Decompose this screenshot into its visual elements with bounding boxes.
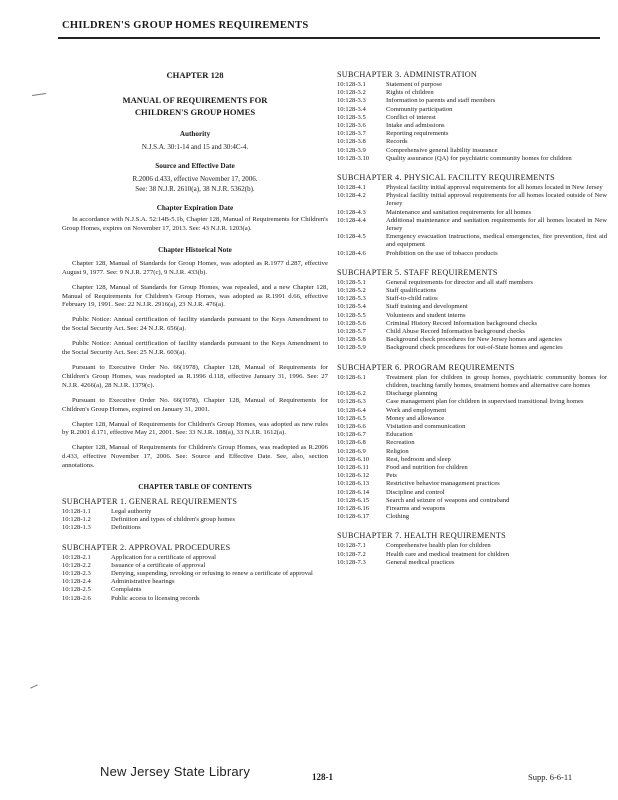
toc-entry [337, 122, 607, 130]
section-title: Search and seizure of weapons and contraband [386, 496, 510, 504]
running-header-title: CHILDREN'S GROUP HOMES REQUIREMENTS [62, 20, 309, 31]
toc-entry [337, 138, 607, 146]
section-title: General medical practices [386, 558, 455, 566]
toc-entry [62, 508, 328, 516]
subchapter-3-title: SUBCHAPTER 3. ADMINISTRATION [337, 70, 478, 79]
toc-entry [337, 513, 607, 521]
source-line-1: R.2006 d.433, effective November 17, 2006. [132, 175, 258, 183]
section-title: Conflict of interest [386, 113, 436, 121]
toc-entry [337, 89, 607, 97]
section-number: 10:128-1.1 [62, 508, 91, 516]
toc-entry [62, 578, 328, 586]
section-number: 10:128-2.1 [62, 553, 91, 561]
section-title: Community participation [386, 105, 453, 113]
history-paragraph: Pursuant to Executive Order No. 66(1978), Chapter 128, Manual of Requirements for Children's Group Homes, was readopted as R.1996 d.118, effective January 31, 1996. See: 27 N.J.R. 4266(a), 28 N.J.R. 1379(c). [62, 363, 328, 389]
section-title: Recreation [386, 439, 415, 447]
section-title: Volunteers and student interns [386, 311, 466, 319]
section-number: 10:128-6.16 [337, 504, 370, 512]
toc-entry [337, 287, 607, 295]
section-title: Legal authority [111, 508, 152, 516]
toc-entry [337, 217, 607, 233]
history-paragraph: Chapter 128, Manual of Standards for Group Homes, was repealed, and a new Chapter 128, Manual of Requirements for Children's Group Homes, was adopted as R.1991 d.66, effective February 19, 1991. See: 22 N.J.R. 2916(a), 23 N.J.R. 476(a). [62, 283, 328, 309]
section-title: Information to parents and staff members [386, 97, 496, 105]
section-title: Health care and medical treatment for children [386, 550, 510, 558]
section-number: 10:128-6.15 [337, 496, 370, 504]
history-paragraph: Pursuant to Executive Order No. 66(1978), Chapter 128, Manual of Requirements for Children's Group Homes, expired on January 31, 2001. [62, 396, 328, 413]
toc-entry [337, 209, 607, 217]
section-title: Criminal History Record Information background checks [386, 319, 538, 327]
toc-entry [337, 130, 607, 138]
toc-entry [337, 106, 607, 114]
toc-entry [337, 398, 607, 406]
subchapter-6-title: SUBCHAPTER 6. PROGRAM REQUIREMENTS [337, 362, 515, 372]
chapter-title: CHAPTER 128 [166, 70, 224, 80]
toc-list [337, 279, 607, 353]
section-title: Statement of purpose [386, 81, 443, 88]
section-number: 10:128-6.10 [337, 455, 370, 463]
subchapter-4-title: SUBCHAPTER 4. PHYSICAL FACILITY REQUIREMENTS [337, 173, 555, 183]
subchapter-1-title: SUBCHAPTER 1. GENERAL REQUIREMENTS [62, 497, 238, 507]
section-title: Visitation and communication [386, 422, 466, 430]
toc-entry [337, 295, 607, 303]
section-title: Comprehensive general liability insurance [386, 146, 498, 154]
section-title: Prohibition on the use of tobacco products [386, 249, 498, 257]
section-number: 10:128-2.6 [62, 594, 91, 602]
section-title: Reporting requirements [386, 130, 449, 138]
toc-heading: CHAPTER TABLE OF CONTENTS [138, 483, 252, 492]
subchapter-7-title: SUBCHAPTER 7. HEALTH REQUIREMENTS [337, 531, 506, 541]
section-number: 10:128-4.1 [337, 184, 366, 192]
toc-entry [62, 570, 328, 578]
toc-entry [337, 250, 607, 258]
toc-entry [337, 192, 607, 208]
section-title: Additional maintenance and sanitation requirements for all homes located in New Jersey [386, 216, 607, 233]
section-number: 10:128-6.5 [337, 414, 366, 422]
section-number: 10:128-1.3 [62, 524, 91, 532]
section-number: 10:128-7.1 [337, 542, 366, 550]
section-title: Restrictive behavior management practices [386, 480, 500, 488]
section-number: 10:128-5.1 [337, 278, 366, 286]
toc-entry [337, 431, 607, 439]
manual-title [62, 94, 328, 118]
section-number: 10:128-3.8 [337, 138, 366, 146]
section-title: Discharge planning [386, 390, 438, 398]
history-heading: Chapter Historical Note [158, 245, 232, 254]
section-title: Application for a certificate of approval [111, 553, 216, 561]
section-title: Public access to licensing records [111, 594, 200, 602]
toc-entry [62, 516, 328, 524]
toc-entry [337, 97, 607, 105]
section-title: Pets [386, 472, 397, 480]
source-heading: Source and Effective Date [155, 162, 235, 170]
section-number: 10:128-6.17 [337, 513, 370, 521]
supplement-date: Supp. 6-6-11 [528, 772, 573, 782]
source-text [62, 174, 328, 194]
source-line-2: See: 38 N.J.R. 2610(a), 38 N.J.R. 5362(b). [135, 185, 255, 193]
section-number: 10:128-5.3 [337, 295, 366, 303]
section-title: Rest, bedroom and sleep [386, 455, 451, 463]
section-title: Background check procedures for New Jersey homes and agencies [386, 336, 562, 344]
section-title: Physical facility initial approval requirements for all homes located outside of New Jersey [386, 192, 607, 208]
section-title: Case management plan for children in supervised transitional living homes [386, 398, 584, 406]
section-number: 10:128-7.2 [337, 550, 366, 558]
section-number: 10:128-6.2 [337, 390, 366, 398]
section-title: Education [386, 431, 413, 439]
section-number: 10:128-5.7 [337, 328, 366, 336]
section-number: 10:128-4.5 [337, 233, 366, 241]
toc-entry [337, 423, 607, 431]
section-title: Maintenance and sanitation requirements for all homes [386, 208, 532, 216]
margin-mark [30, 684, 38, 688]
history-paragraph: Public Notice: Annual certification of facility standards pursuant to the Keys Amendment to the Social Security Act. See: 24 N.J.R. 656(a). [62, 316, 328, 333]
section-title: Definition and types of children's group homes [111, 516, 235, 524]
page-number: 128-1 [312, 772, 333, 782]
toc-entry [337, 390, 607, 398]
section-number: 10:128-3.10 [337, 154, 370, 162]
section-title: Food and nutrition for children [386, 463, 468, 471]
toc-list [62, 554, 328, 603]
history-paragraph: Chapter 128, Manual of Standards for Group Homes, was adopted as R.1977 d.287, effective August 9, 1977. See: 9 N.J.R. 277(c), 9 N.J.R. 433(b). [62, 259, 328, 276]
toc-entry [337, 497, 607, 505]
authority-text: N.J.S.A. 30:1-14 and 15 and 30:4C-4. [141, 143, 249, 151]
section-number: 10:128-3.1 [337, 81, 366, 88]
toc-entry [337, 415, 607, 423]
toc-entry [337, 407, 607, 415]
history-paragraph: Chapter 128, Manual of Requirements for Children's Group Homes, was adopted as new rules by R.2001 d.171, effective May 21, 2001. See: 33 N.J.R. 188(a), 33 N.J.R. 1612(a). [62, 420, 328, 437]
section-number: 10:128-4.3 [337, 208, 366, 216]
section-title: Denying, suspending, revoking or refusing to renew a certificate of approval [111, 570, 313, 578]
section-title: Staff training and development [386, 303, 468, 311]
section-number: 10:128-6.9 [337, 447, 366, 455]
subchapter-5-title: SUBCHAPTER 5. STAFF REQUIREMENTS [337, 267, 498, 277]
toc-entry [337, 456, 607, 464]
section-number: 10:128-6.8 [337, 439, 366, 447]
section-number: 10:128-1.2 [62, 516, 91, 524]
section-number: 10:128-5.2 [337, 287, 366, 295]
section-title: Treatment plan for children in group homes, psychiatric community homes for children, teaching family homes, treatment homes and alternative care homes [386, 373, 607, 389]
toc-entry [337, 559, 607, 567]
section-number: 10:128-2.5 [62, 586, 91, 594]
toc-entry [337, 480, 607, 488]
toc-entry [337, 439, 607, 447]
toc-list [337, 184, 607, 258]
expiration-text: In accordance with N.J.S.A. 52:14B-5.1b, Chapter 128, Manual of Requirements for Children's Group Homes, expires on November 17, 2013. See: 43 N.J.R. 1203(a). [62, 216, 328, 232]
section-title: Money and allowance [386, 414, 445, 422]
section-number: 10:128-3.4 [337, 105, 366, 113]
section-title: Child Abuse Record Information background checks [386, 328, 525, 336]
section-number: 10:128-5.4 [337, 303, 366, 311]
section-title: Firearms and weapons [386, 504, 446, 512]
section-number: 10:128-4.6 [337, 249, 366, 257]
section-number: 10:128-5.6 [337, 319, 366, 327]
section-number: 10:128-6.14 [337, 488, 370, 496]
toc-list [337, 542, 607, 567]
section-number: 10:128-3.3 [337, 97, 366, 105]
section-title: Rights of children [386, 89, 434, 97]
library-stamp: New Jersey State Library [100, 764, 251, 779]
toc-entry [337, 472, 607, 480]
subchapter-2-title: SUBCHAPTER 2. APPROVAL PROCEDURES [62, 542, 231, 552]
toc-entry [337, 312, 607, 320]
section-title: Comprehensive health plan for children [386, 542, 491, 550]
authority-heading: Authority [179, 130, 211, 138]
section-number: 10:128-5.5 [337, 311, 366, 319]
section-number: 10:128-3.6 [337, 122, 366, 130]
history-paragraph: Chapter 128, Manual of Requirements for Children's Group Homes, was readopted as R.2006 d.433, effective November 17, 2006. See: Source and Effective Date. See, also, section annotations. [62, 444, 328, 470]
left-column [62, 70, 328, 613]
toc-entry [337, 374, 607, 390]
toc-entry [62, 595, 328, 603]
section-number: 10:128-3.9 [337, 146, 366, 154]
section-number: 10:128-4.4 [337, 216, 366, 224]
section-number: 10:128-5.9 [337, 344, 366, 352]
section-title: Religion [386, 447, 409, 455]
header-rule [58, 37, 600, 39]
section-number: 10:128-2.2 [62, 561, 91, 569]
section-number: 10:128-6.6 [337, 422, 366, 430]
toc-entry [337, 489, 607, 497]
toc-entry [337, 464, 607, 472]
manual-title-line-2: CHILDREN'S GROUP HOMES [134, 107, 256, 117]
section-title: Work and employment [386, 406, 447, 414]
margin-mark [32, 93, 46, 96]
toc-entry [62, 524, 328, 532]
toc-entry [62, 554, 328, 562]
section-number: 10:128-3.5 [337, 113, 366, 121]
section-title: Definitions [111, 524, 141, 532]
section-number: 10:128-2.3 [62, 570, 91, 578]
section-title: Clothing [386, 513, 410, 521]
expiration-heading: Chapter Expiration Date [156, 204, 234, 212]
section-title: General requirements for director and all staff members [386, 278, 533, 286]
section-number: 10:128-3.2 [337, 89, 366, 97]
toc-entry [337, 303, 607, 311]
right-column [337, 70, 607, 577]
section-number: 10:128-3.7 [337, 130, 366, 138]
section-number: 10:128-7.3 [337, 558, 366, 566]
toc-entry [337, 551, 607, 559]
toc-entry [337, 320, 607, 328]
manual-title-line-1: MANUAL OF REQUIREMENTS FOR [122, 95, 268, 105]
toc-entry [337, 147, 607, 155]
section-title: Staff qualifications [386, 287, 437, 295]
toc-entry [337, 505, 607, 513]
section-title: Records [386, 138, 408, 146]
section-number: 10:128-2.4 [62, 578, 91, 586]
section-title: Physical facility initial approval requirements for all homes located in New Jersey [386, 184, 603, 192]
section-title: Issuance of a certificate of approval [111, 561, 206, 569]
section-number: 10:128-6.11 [337, 463, 369, 471]
section-title: Intake and admissions [386, 122, 445, 130]
section-number: 10:128-6.3 [337, 398, 366, 406]
section-number: 10:128-6.12 [337, 472, 370, 480]
history-paragraph: Public Notice: Annual certification of facility standards pursuant to the Keys Amendment to the Social Security Act. See: 25 N.J.R. 603(a). [62, 340, 328, 357]
section-number: 10:128-6.7 [337, 431, 366, 439]
toc-list [337, 374, 607, 522]
toc-entry [337, 184, 607, 192]
section-number: 10:128-6.4 [337, 406, 366, 414]
section-title: Staff-to-child ratios [386, 295, 438, 303]
toc-entry [337, 233, 607, 249]
toc-entry [337, 344, 607, 352]
section-title: Discipline and control [386, 488, 445, 496]
toc-entry [337, 155, 607, 163]
section-title: Emergency evacuation instructions, medical emergencies, fire prevention, first aid and equipment [386, 233, 607, 249]
section-title: Background check procedures for out-of-State homes and agencies [386, 344, 563, 352]
section-number: 10:128-4.2 [337, 192, 366, 200]
toc-entry [337, 279, 607, 287]
section-title: Administrative hearings [111, 578, 175, 586]
toc-entry [337, 448, 607, 456]
section-title: Complaints [111, 586, 142, 594]
toc-entry [337, 542, 607, 550]
section-title: Quality assurance (QA) for psychiatric community homes for children [386, 154, 572, 162]
toc-entry [62, 586, 328, 594]
toc-entry [337, 114, 607, 122]
toc-entry [337, 81, 607, 89]
section-number: 10:128-6.1 [337, 373, 366, 381]
toc-entry [337, 336, 607, 344]
section-number: 10:128-5.8 [337, 336, 366, 344]
section-number: 10:128-6.13 [337, 480, 370, 488]
toc-entry [62, 562, 328, 570]
toc-entry [337, 328, 607, 336]
toc-list [337, 81, 607, 163]
toc-list [62, 508, 328, 533]
